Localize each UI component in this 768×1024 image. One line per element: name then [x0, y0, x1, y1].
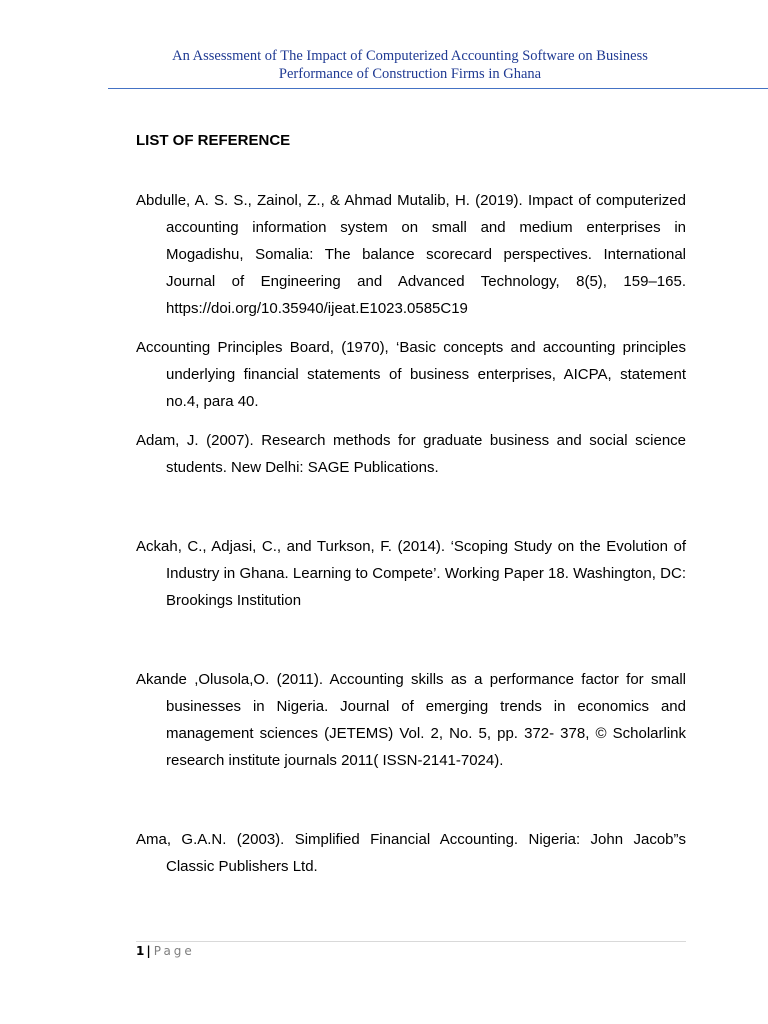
header-line-2: Performance of Construction Firms in Ghana — [278, 66, 542, 82]
header-divider — [108, 88, 768, 89]
footer-divider — [136, 941, 686, 942]
reference-entry: Akande ,Olusola,O. (2011). Accounting skills as a performance factor for small businesses in Nigeria. Journal of emerging trends in economics and management sciences (JETEMS) Vol. 2, No. 5, pp. 372- 378, © Scholarlink research institute journals 2011( ISSN-2141-7024). — [136, 671, 686, 769]
header-line-1: An Assessment of The Impact of Computerized Accounting Software on Business — [172, 48, 648, 64]
reference-entry: Accounting Principles Board, (1970), ‘Basic concepts and accounting principles underlying financial statements of business enterprises, AICPA, statement no.4, para 40. — [136, 339, 686, 410]
running-header — [110, 47, 710, 83]
page-number: 1 — [136, 944, 145, 958]
reference-entry: Abdulle, A. S. S., Zainol, Z., & Ahmad Mutalib, H. (2019). Impact of computerized accounting information system on small and medium enterprises in Mogadishu, Somalia: The balance scorecard perspectives. International Journal of Engineering and Advanced Technology, 8(5), 159–165. https://doi.org/10.35940/ijeat.E1023.0585C19 — [136, 192, 686, 317]
reference-entry: Ama, G.A.N. (2003). Simplified Financial Accounting. Nigeria: John Jacob”s Classic Publishers Ltd. — [136, 831, 686, 875]
footer-separator: | — [146, 944, 151, 958]
section-heading: LIST OF REFERENCE — [136, 132, 291, 149]
reference-entry: Adam, J. (2007). Research methods for graduate business and social science students. New Delhi: SAGE Publications. — [136, 432, 686, 476]
page-label: Page — [153, 944, 195, 958]
reference-entry: Ackah, C., Adjasi, C., and Turkson, F. (2014). ‘Scoping Study on the Evolution of Industry in Ghana. Learning to Compete’. Working Paper 18. Washington, DC: Brookings Institution — [136, 538, 686, 609]
page-footer — [136, 943, 195, 959]
